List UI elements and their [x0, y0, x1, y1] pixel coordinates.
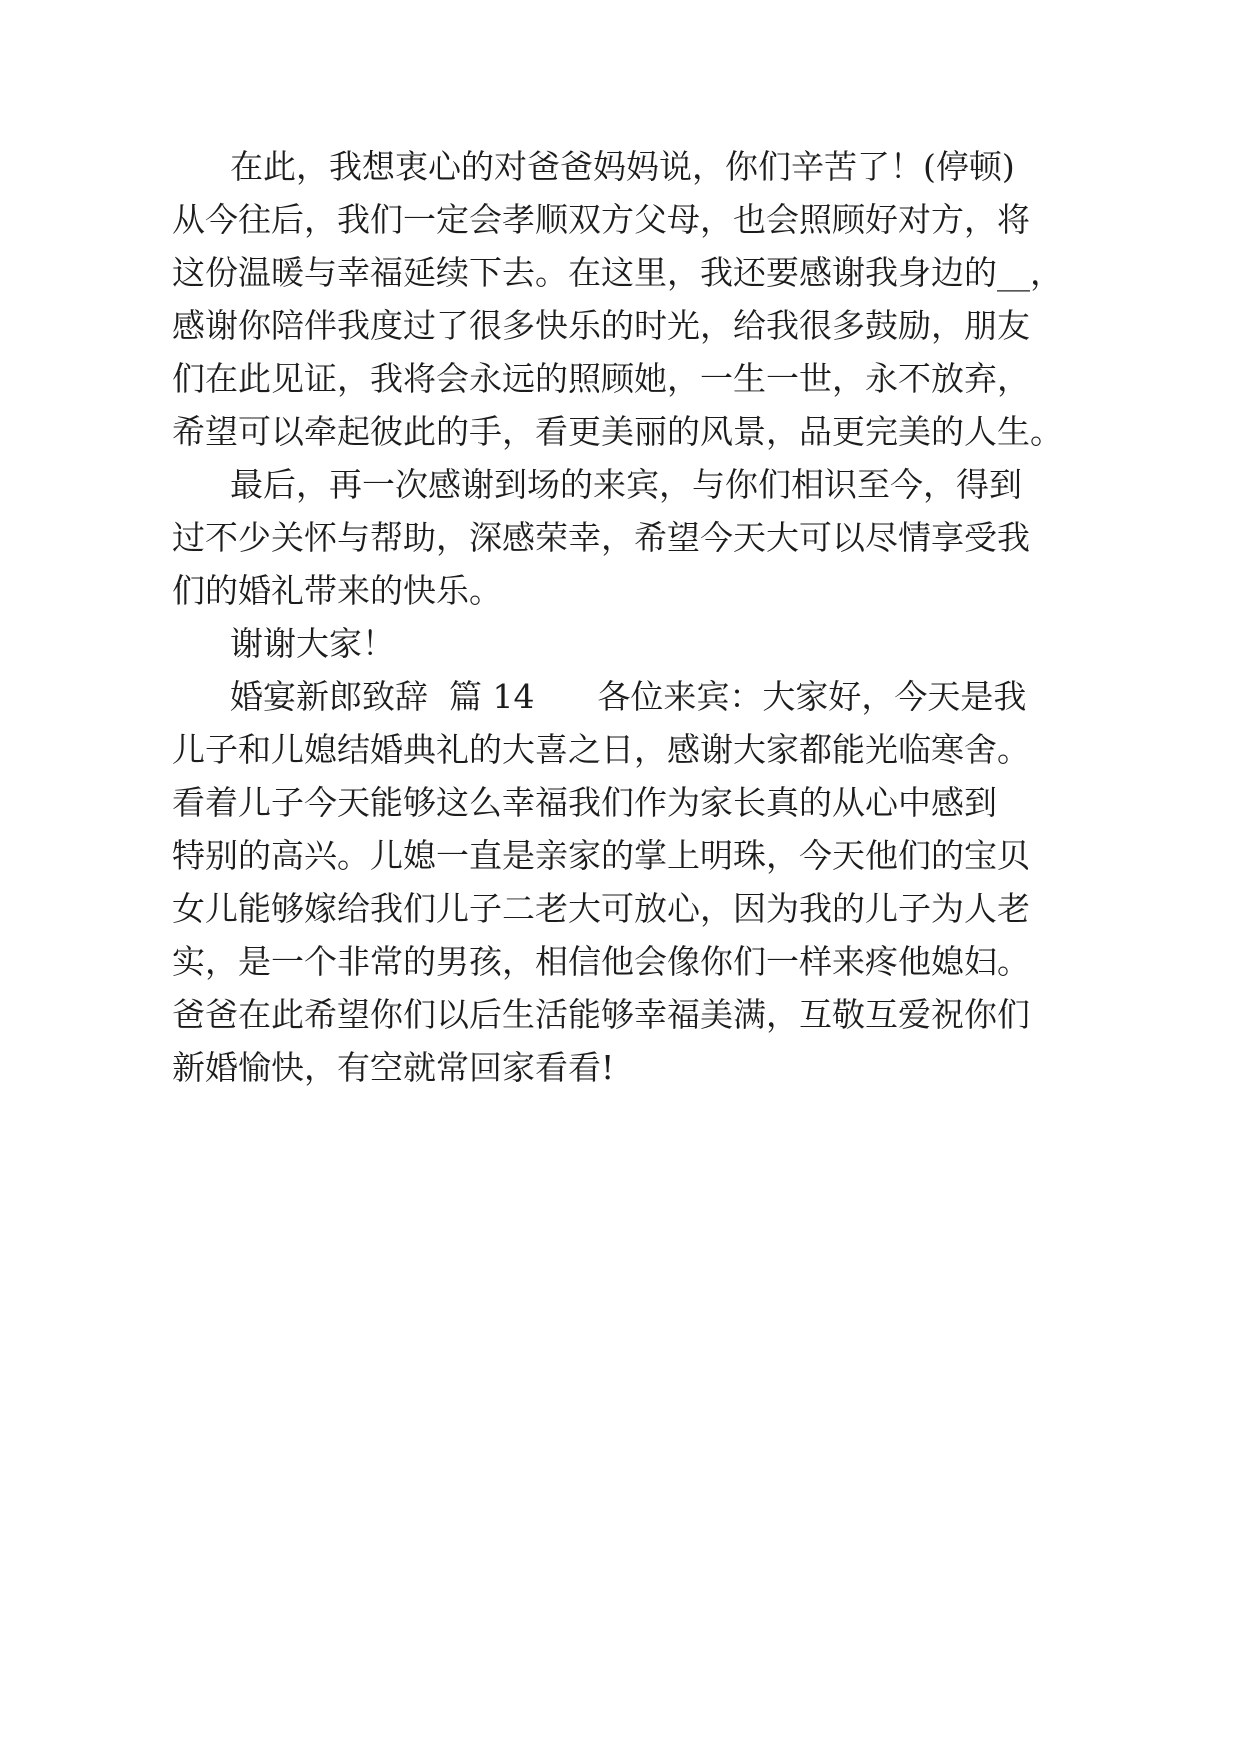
paragraph-line: 最后，再一次感谢到场的来宾，与你们相识至今，得到	[230, 465, 1022, 504]
paragraph-line: 感谢你陪伴我度过了很多快乐的时光，给我很多鼓励，朋友	[172, 306, 1030, 345]
paragraph-line: 在此，我想衷心的对爸爸妈妈说，你们辛苦了！(停顿)	[230, 147, 1015, 186]
paragraph-line: 看着儿子今天能够这么幸福我们作为家长真的从心中感到	[172, 783, 997, 822]
paragraph-line: 过不少关怀与帮助，深感荣幸，希望今天大可以尽情享受我	[172, 518, 1030, 557]
section-heading-line: 婚宴新郎致辞 篇 14 各位来宾：大家好，今天是我	[230, 677, 1027, 716]
paragraph-line: 儿子和儿媳结婚典礼的大喜之日，感谢大家都能光临寒舍。	[172, 730, 1030, 769]
paragraph-line: 新婚愉快，有空就常回家看看!	[172, 1048, 615, 1087]
paragraph-line: 爸爸在此希望你们以后生活能够幸福美满，互敬互爱祝你们	[172, 995, 1030, 1034]
paragraph-line: 实，是一个非常的男孩，相信他会像你们一样来疼他媳妇。	[172, 942, 1030, 981]
paragraph-line: 希望可以牵起彼此的手，看更美丽的风景，品更完美的人生。	[172, 412, 1063, 451]
paragraph-line: 谢谢大家！	[230, 624, 395, 663]
paragraph-line: 特别的高兴。儿媳一直是亲家的掌上明珠，今天他们的宝贝	[172, 836, 1030, 875]
paragraph-line: 从今往后，我们一定会孝顺双方父母，也会照顾好对方，将	[172, 200, 1030, 239]
paragraph-line: 这份温暖与幸福延续下去。在这里，我还要感谢我身边的__，	[172, 253, 1063, 292]
paragraph-line: 们的婚礼带来的快乐。	[172, 571, 502, 610]
paragraph-line: 女儿能够嫁给我们儿子二老大可放心，因为我的儿子为人老	[172, 889, 1030, 928]
paragraph-line: 们在此见证，我将会永远的照顾她，一生一世，永不放弃，	[172, 359, 1030, 398]
